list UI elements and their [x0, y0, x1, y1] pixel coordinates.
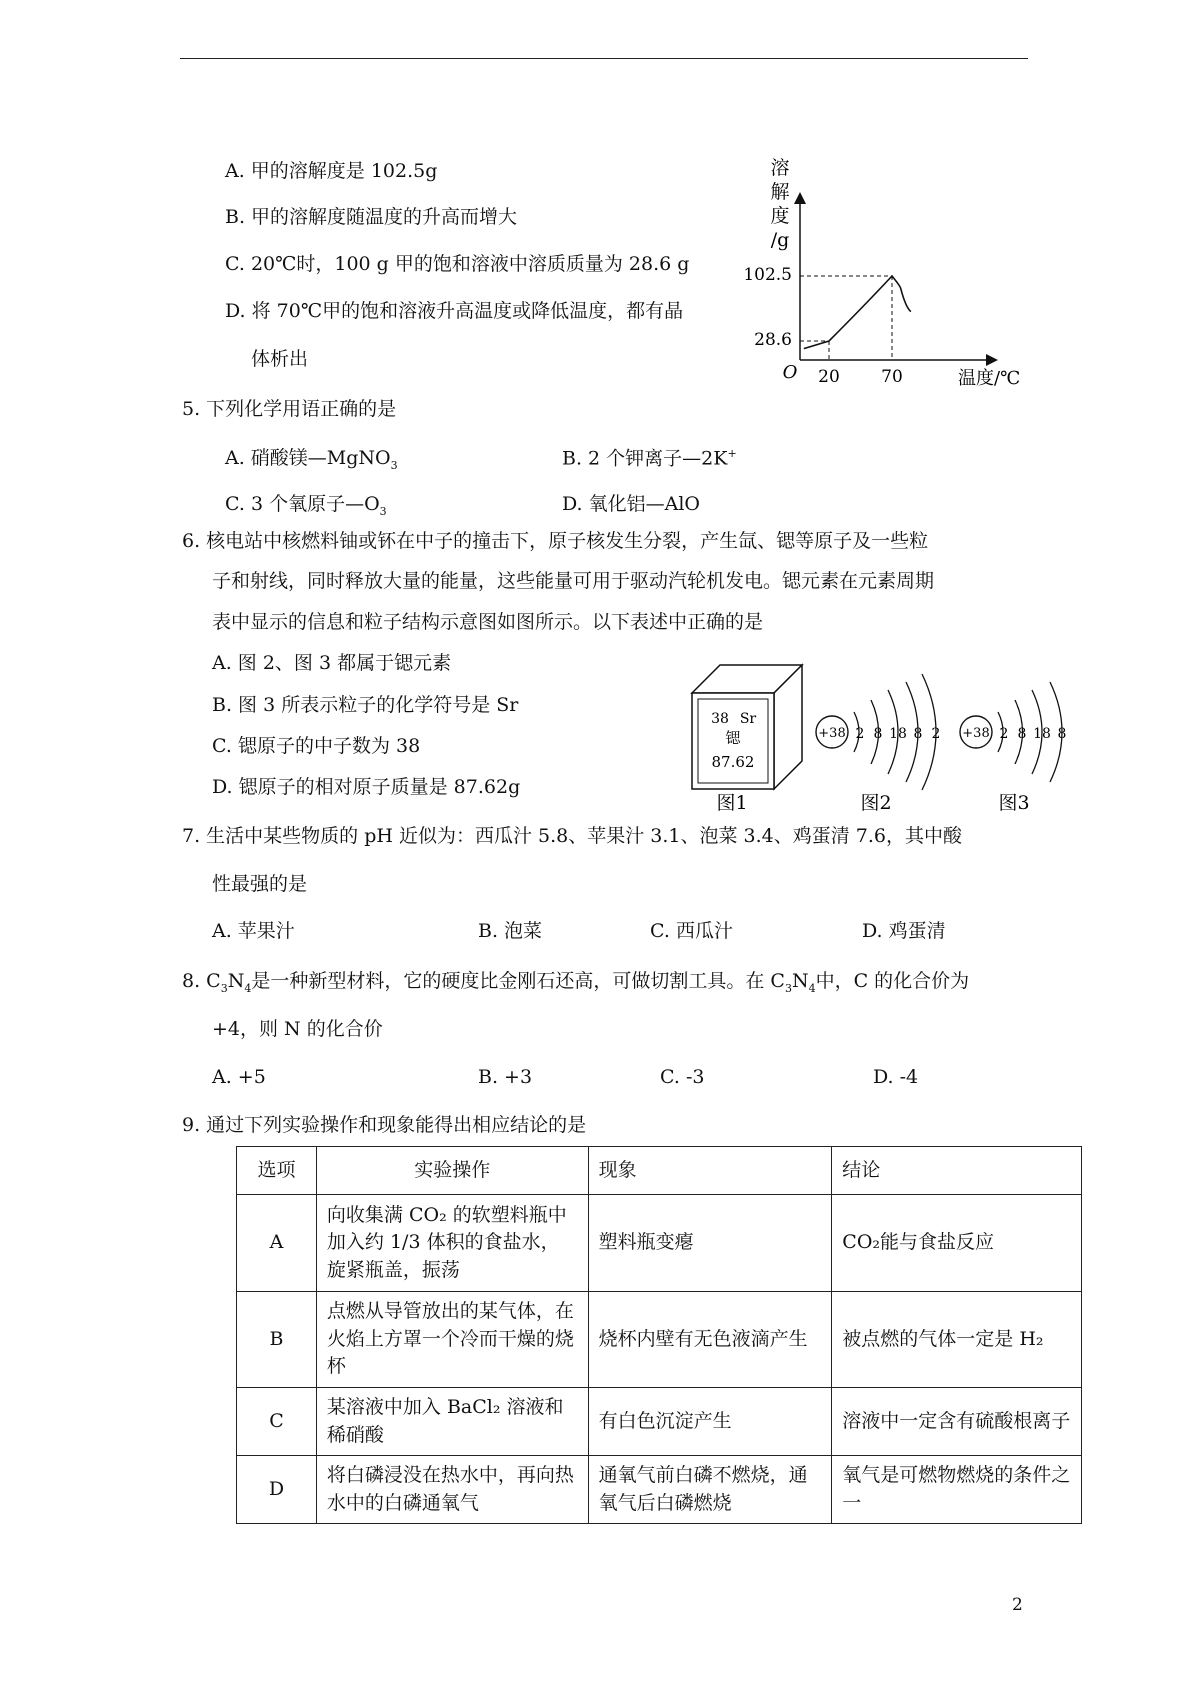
fig2-shell-3: 18 [889, 726, 907, 742]
y-label-2: 解 [770, 181, 790, 203]
q5-option-d: D. 氧化铝—AlO [562, 493, 701, 515]
q6-option-d: D. 锶原子的相对原子质量是 87.62g [212, 776, 521, 798]
fig3-shell-2: 8 [1017, 726, 1027, 742]
fig1-atomic-number: 38 [711, 711, 729, 727]
solubility-curve [804, 276, 911, 349]
q6-option-c: C. 锶原子的中子数为 38 [212, 735, 421, 757]
row-c-conclusion: 溶液中一定含有硫酸根离子 [832, 1388, 1082, 1456]
fig1-symbol: Sr [739, 711, 757, 727]
solubility-graph [740, 150, 1040, 400]
fig3-shell-3: 18 [1033, 726, 1051, 742]
q7-stem-line1: 7. 生活中某些物质的 pH 近似为：西瓜汁 5.8、苹果汁 3.1、泡菜 3.4、鸡蛋清 7.6，其中酸 [182, 825, 963, 847]
fig2-atom-diagram [808, 660, 948, 815]
row-a-option: A [237, 1195, 317, 1292]
fig2-shell-2: 8 [873, 726, 883, 742]
q5-option-c: C. 3 个氧原子$—O_3$ [225, 493, 387, 518]
y-tick-low: 28.6 [754, 330, 792, 350]
y-tick-high: 102.5 [743, 265, 792, 285]
q4-option-a: A. 甲的溶解度是 102.5g [225, 160, 438, 182]
q4-option-c: C. 20℃时，100 g 甲的饱和溶液中溶质质量为 28.6 g [225, 253, 690, 275]
fig1-caption: 图1 [716, 792, 748, 813]
q6-option-a: A. 图 2、图 3 都属于锶元素 [212, 652, 452, 674]
row-a-phenomenon: 塑料瓶变瘪 [588, 1195, 832, 1292]
q4-option-b: B. 甲的溶解度随温度的升高而增大 [225, 206, 518, 228]
x-tick-20: 20 [818, 367, 840, 387]
table-row [237, 1456, 1082, 1524]
q7-option-b: B. 泡菜 [478, 920, 543, 942]
x-tick-70: 70 [881, 367, 903, 387]
row-d-option: D [237, 1456, 317, 1524]
row-a-operation: 向收集满 CO₂ 的软塑料瓶中加入约 1/3 体积的食盐水，旋紧瓶盖，振荡 [316, 1195, 588, 1292]
q7-option-d: D. 鸡蛋清 [862, 920, 946, 942]
fig2-shell-4: 8 [913, 726, 923, 742]
row-a-conclusion: CO₂能与食盐反应 [832, 1195, 1082, 1292]
table-row [237, 1292, 1082, 1388]
q5-stem: 5. 下列化学用语正确的是 [182, 398, 397, 420]
q4-option-d: D. 将 70℃甲的饱和溶液升高温度或降低温度，都有晶 [225, 300, 684, 322]
q9-stem: 9. 通过下列实验操作和现象能得出相应结论的是 [182, 1114, 587, 1136]
q8-option-d: D. -4 [873, 1066, 919, 1088]
table-header-row [237, 1147, 1082, 1195]
q8-stem-line1: 8. $C_3N_4$是一种新型材料，它的硬度比金刚石还高，可做切割工具。在 $C_3N_4$中，C 的化合价为 [182, 970, 970, 995]
q4-option-d-cont: 体析出 [251, 348, 309, 370]
fig1-mass: 87.62 [711, 753, 755, 771]
fig2-shell-5: 2 [931, 726, 941, 742]
row-d-conclusion: 氧气是可燃物燃烧的条件之一 [832, 1456, 1082, 1524]
row-b-conclusion: 被点燃的气体一定是 H₂ [832, 1292, 1082, 1388]
fig1-name: 锶 [725, 729, 741, 747]
fig3-ion-diagram [952, 660, 1077, 815]
fig2-nucleus-label: +38 [818, 726, 846, 741]
y-label-3: 度 [770, 205, 790, 227]
fig3-nucleus-label: +38 [962, 726, 990, 741]
q8-stem-line2: +4，则 N 的化合价 [212, 1018, 383, 1040]
q6-stem-line1: 6. 核电站中核燃料铀或钚在中子的撞击下，原子核发生分裂，产生氙、锶等原子及一些粒 [182, 530, 929, 552]
q9-experiment-table [236, 1146, 1082, 1524]
row-b-option: B [237, 1292, 317, 1388]
row-d-phenomenon: 通氧气前白磷不燃烧，通氧气后白磷燃烧 [588, 1456, 832, 1524]
q7-option-c: C. 西瓜汁 [650, 920, 733, 942]
q8-option-b: B. +3 [478, 1066, 533, 1088]
fig2-shell-1: 2 [855, 726, 865, 742]
q6-stem-line2: 子和射线，同时释放大量的能量，这些能量可用于驱动汽轮机发电。锶元素在元素周期 [212, 570, 935, 592]
q7-option-a: A. 苹果汁 [212, 920, 295, 942]
q6-option-b: B. 图 3 所表示粒子的化学符号是 Sr [212, 694, 519, 716]
y-label-1: 溶 [770, 157, 790, 179]
row-b-phenomenon: 烧杯内壁有无色液滴产生 [588, 1292, 832, 1388]
y-label-4: /g [770, 229, 790, 251]
origin-label: O [782, 362, 798, 383]
header-option: 选项 [237, 1147, 317, 1195]
q8-option-a: A. +5 [212, 1066, 266, 1088]
fig3-shell-4: 8 [1057, 726, 1067, 742]
q5-option-a: A. 硝酸镁—MgNO$_3$ [225, 447, 398, 472]
q7-stem-line2: 性最强的是 [212, 873, 308, 895]
table-row [237, 1195, 1082, 1292]
row-b-operation: 点燃从导管放出的某气体，在火焰上方罩一个冷而干燥的烧杯 [316, 1292, 588, 1388]
table-row [237, 1388, 1082, 1456]
fig2-caption: 图2 [860, 792, 892, 814]
row-c-operation: 某溶液中加入 BaCl₂ 溶液和稀硝酸 [316, 1388, 588, 1456]
page-number: 2 [1012, 1595, 1023, 1615]
q5-option-b: B. 2 个钾离子—2K+ [562, 447, 737, 470]
header-rule [180, 58, 1028, 59]
header-operation: 实验操作 [316, 1147, 588, 1195]
q6-stem-line3: 表中显示的信息和粒子结构示意图如图所示。以下表述中正确的是 [212, 611, 764, 633]
fig3-shell-1: 2 [999, 726, 1009, 742]
row-c-option: C [237, 1388, 317, 1456]
header-conclusion: 结论 [832, 1147, 1082, 1195]
row-c-phenomenon: 有白色沉淀产生 [588, 1388, 832, 1456]
header-phenomenon: 现象 [588, 1147, 832, 1195]
fig3-caption: 图3 [998, 792, 1030, 814]
row-d-operation: 将白磷浸没在热水中，再向热水中的白磷通氧气 [316, 1456, 588, 1524]
q8-option-c: C. -3 [660, 1066, 705, 1088]
x-label: 温度/℃ [958, 368, 1021, 389]
fig1-element-cube [690, 663, 810, 813]
